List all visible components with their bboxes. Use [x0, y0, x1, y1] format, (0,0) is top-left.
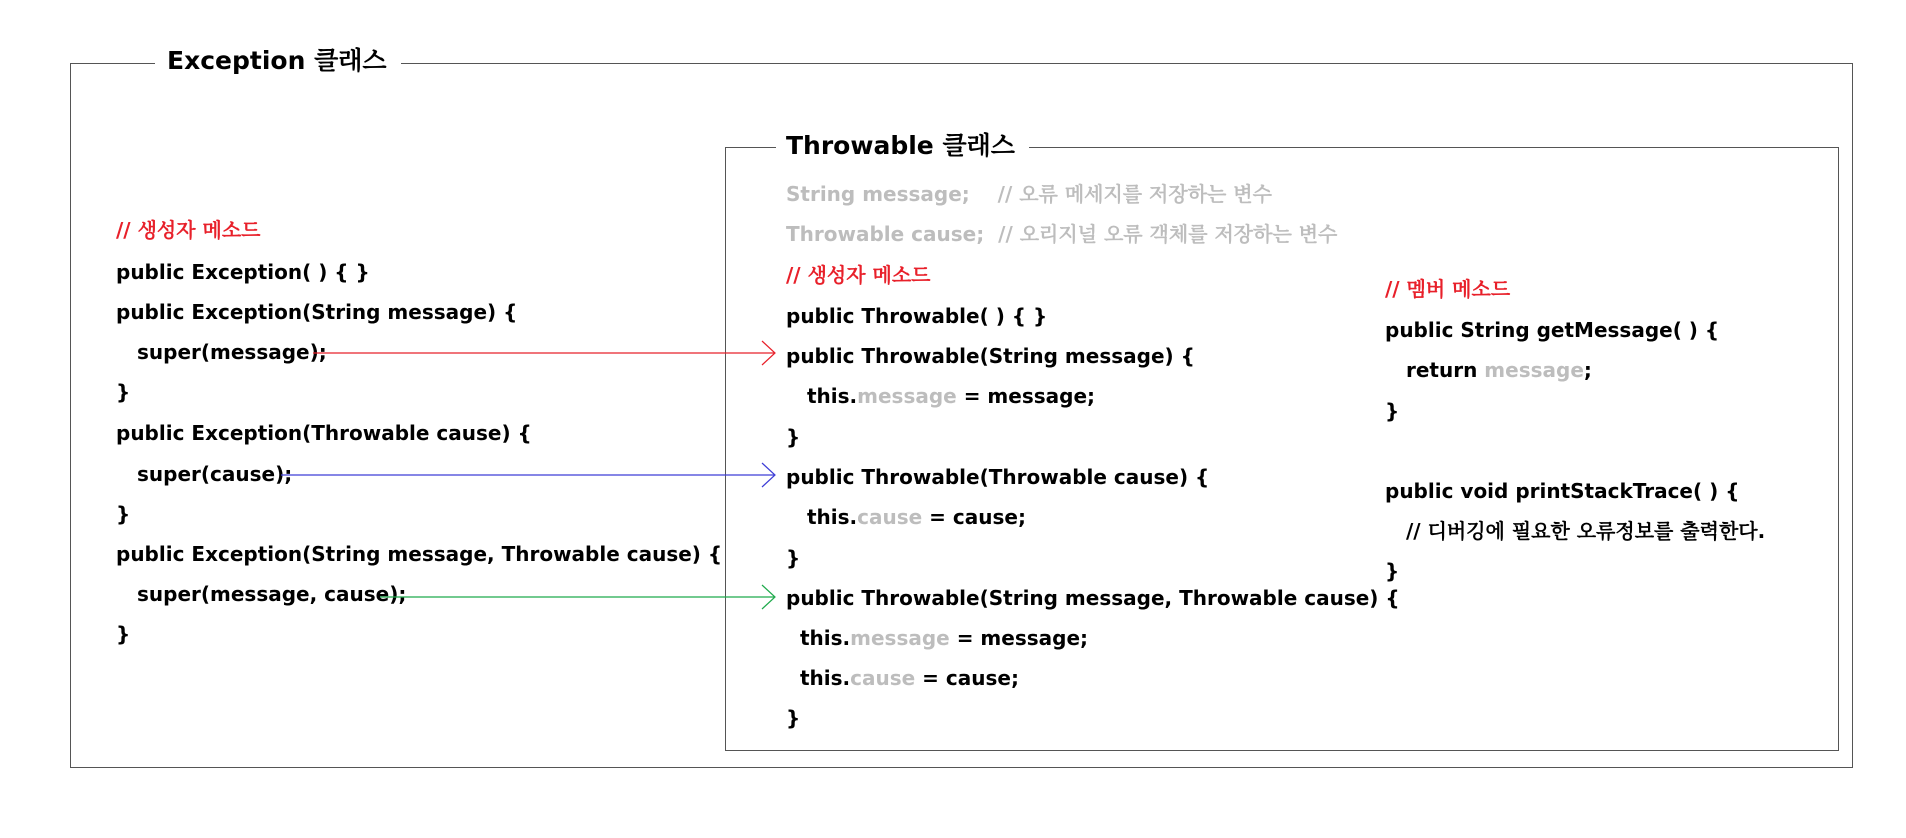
field-ref-message: message	[1484, 358, 1584, 382]
throwable-ctor-default: public Throwable( ) { }	[786, 304, 1048, 328]
field-ref-cause: cause	[857, 505, 923, 529]
get-message-signature: public String getMessage( ) {	[1385, 318, 1720, 342]
exception-ctor-default: public Exception( ) { }	[116, 260, 370, 284]
exception-super-cause: super(cause);	[137, 462, 293, 486]
print-stack-trace-comment: // 디버깅에 필요한 오류정보를 출력한다.	[1406, 519, 1766, 543]
throwable-ctor-cause: public Throwable(Throwable cause) {	[786, 465, 1210, 489]
arrow-super-message-cause	[380, 585, 775, 609]
field-ref-cause: cause	[850, 666, 916, 690]
field-ref-message: message	[850, 626, 950, 650]
exception-super-message-cause: super(message, cause);	[137, 582, 407, 606]
exception-ctor-message-cause: public Exception(String message, Throwable cause) {	[116, 542, 723, 566]
field-ref-message: message	[857, 384, 957, 408]
get-message-return: return message;	[1406, 358, 1592, 382]
get-message-close-brace: }	[1385, 399, 1400, 423]
throwable-assign-message-2: this.message = message;	[800, 626, 1089, 650]
exception-close-brace: }	[116, 380, 131, 404]
exception-constructor-comment: // 생성자 메소드	[116, 218, 261, 242]
exception-ctor-cause: public Exception(Throwable cause) {	[116, 421, 532, 445]
exception-close-brace: }	[116, 622, 131, 646]
throwable-close-brace: }	[786, 706, 801, 730]
exception-close-brace: }	[116, 502, 131, 526]
throwable-ctor-message: public Throwable(String message) {	[786, 344, 1195, 368]
throwable-assign-cause-2: this.cause = cause;	[800, 666, 1019, 690]
print-stack-trace-close-brace: }	[1385, 559, 1400, 583]
field-cause-declaration: Throwable cause; // 오리지널 오류 객체를 저장하는 변수	[786, 222, 1338, 246]
throwable-close-brace: }	[786, 546, 801, 570]
throwable-class-title: Throwable 클래스	[776, 130, 1029, 162]
member-method-comment: // 멤버 메소드	[1385, 277, 1511, 301]
throwable-assign-message: this.message = message;	[807, 384, 1096, 408]
throwable-close-brace: }	[786, 425, 801, 449]
field-message-declaration: String message; // 오류 메세지를 저장하는 변수	[786, 182, 1272, 206]
arrow-super-cause	[281, 463, 775, 487]
throwable-assign-cause: this.cause = cause;	[807, 505, 1026, 529]
exception-super-message: super(message);	[137, 340, 327, 364]
arrow-super-message	[313, 341, 775, 365]
throwable-ctor-message-cause: public Throwable(String message, Throwable cause) {	[786, 586, 1400, 610]
exception-ctor-message: public Exception(String message) {	[116, 300, 518, 324]
throwable-constructor-comment: // 생성자 메소드	[786, 263, 931, 287]
print-stack-trace-signature: public void printStackTrace( ) {	[1385, 479, 1740, 503]
exception-class-title: Exception 클래스	[155, 45, 401, 77]
